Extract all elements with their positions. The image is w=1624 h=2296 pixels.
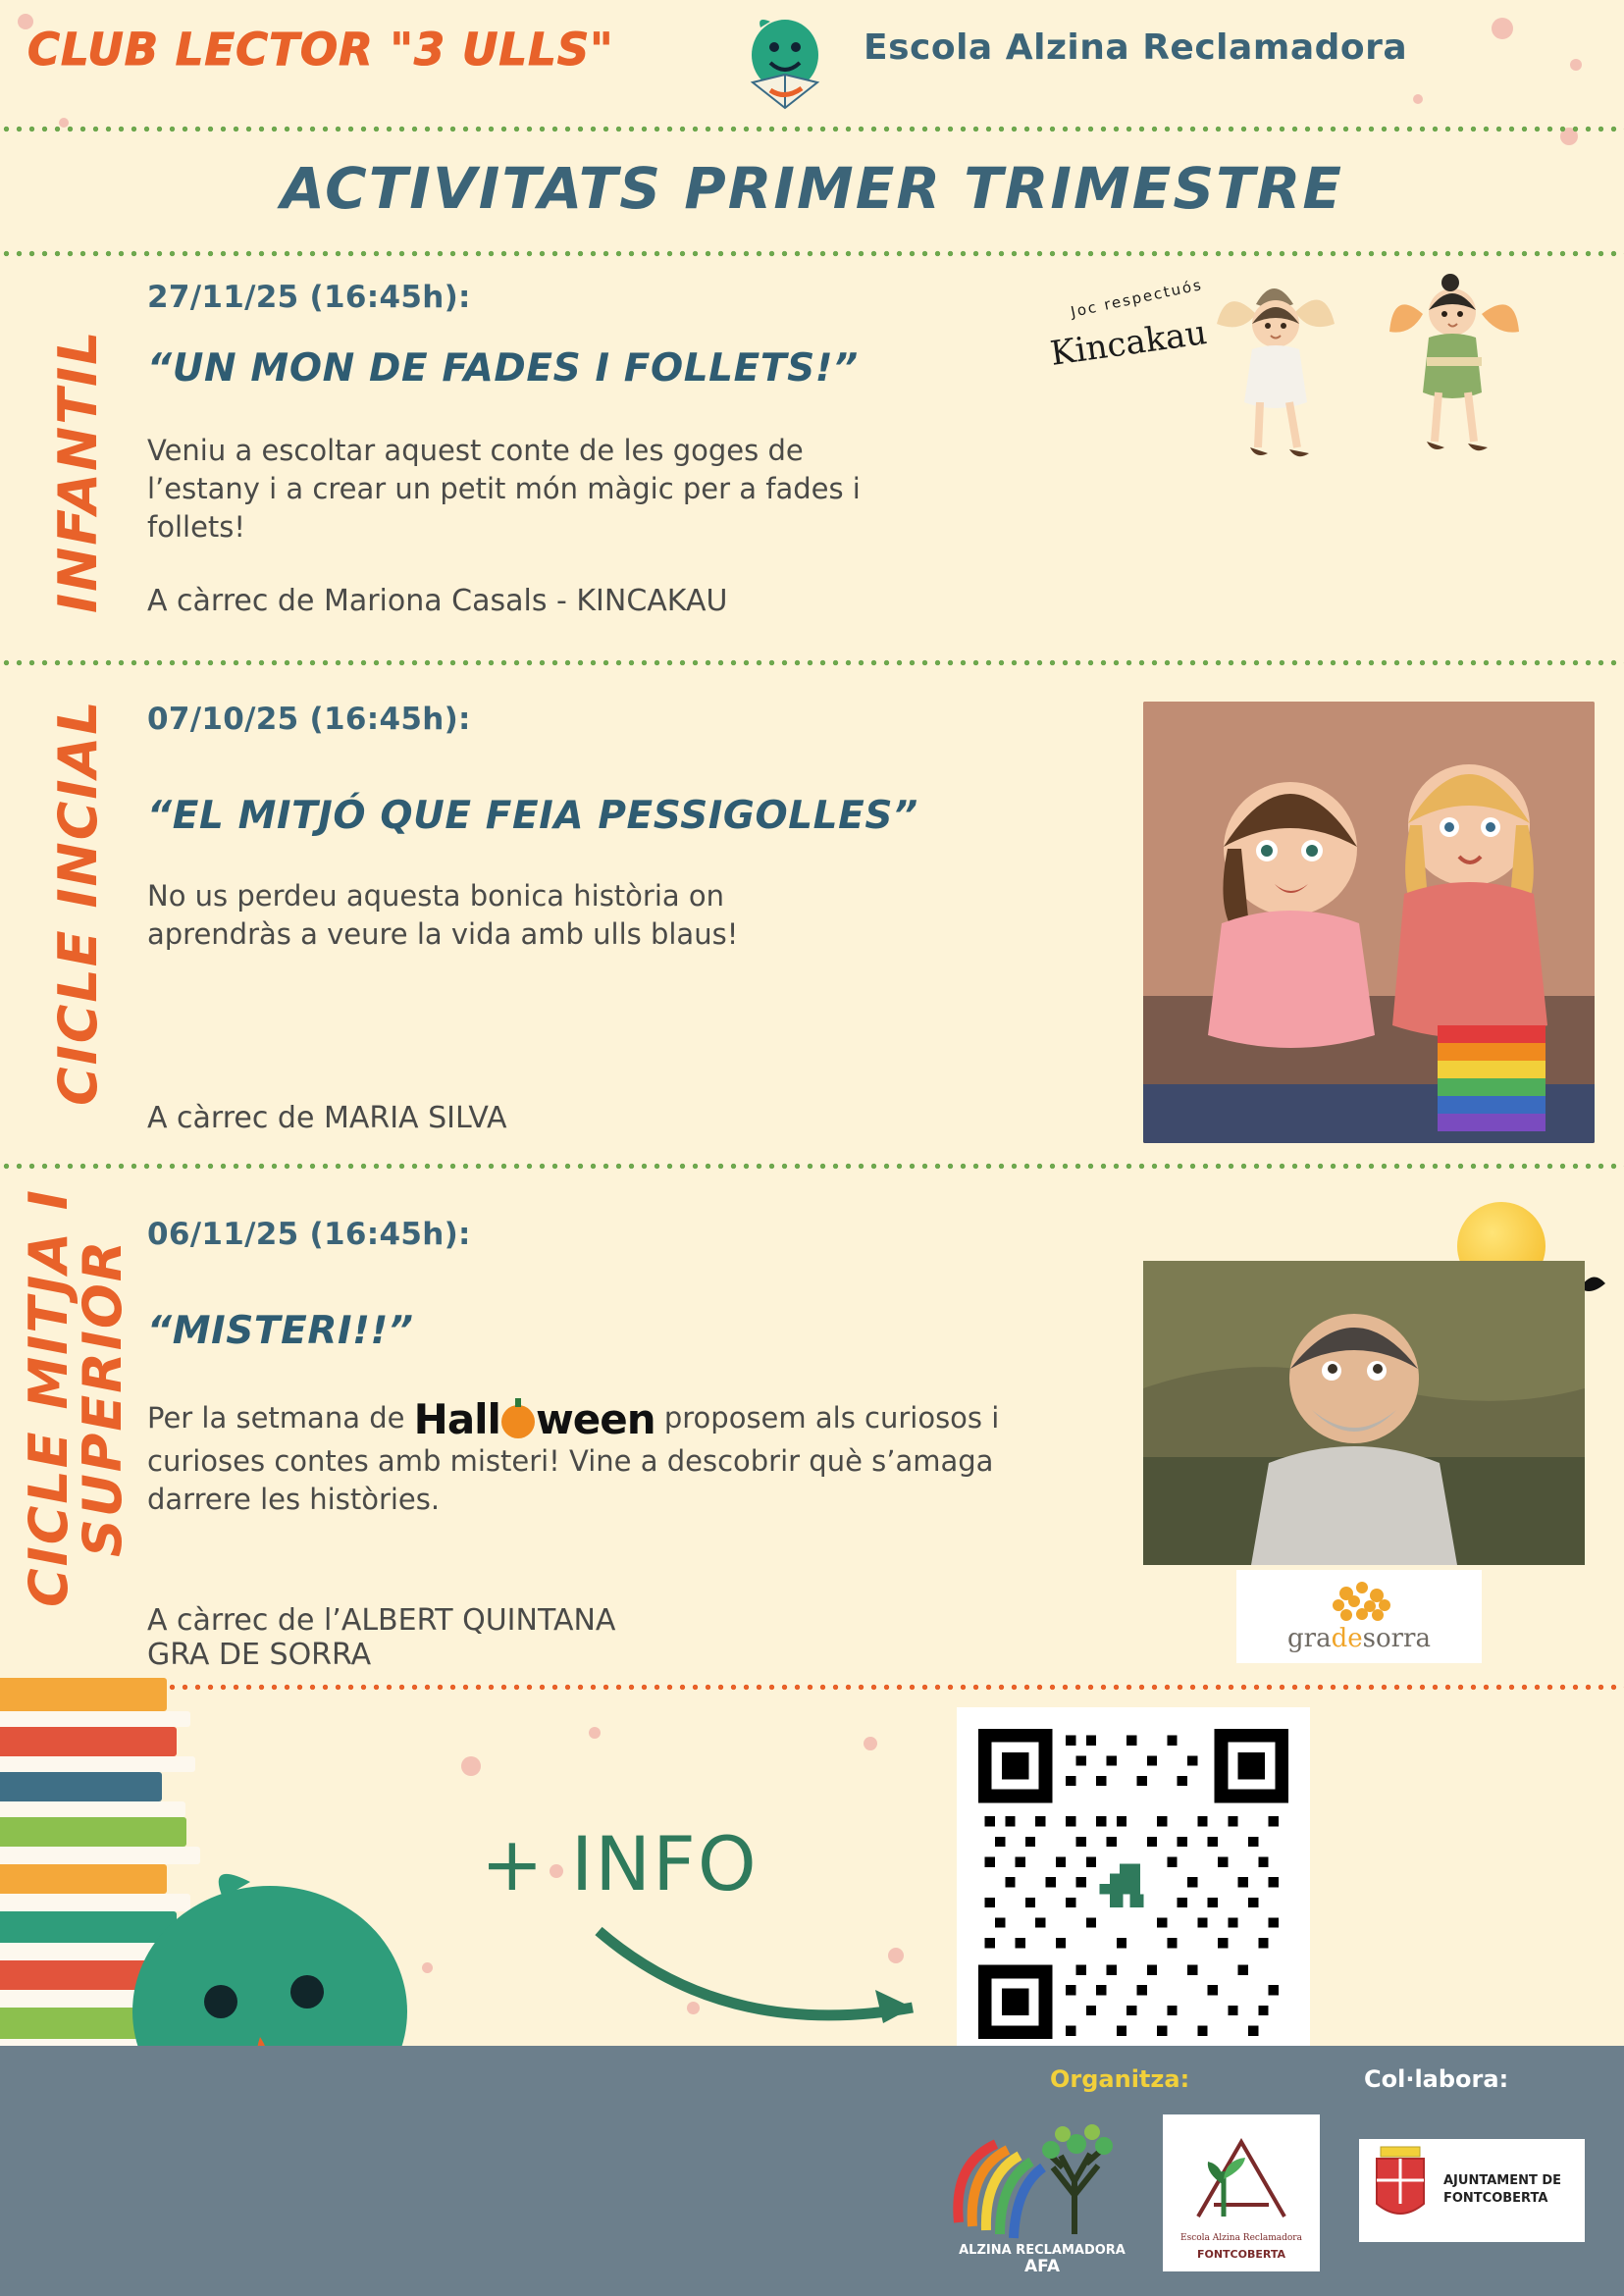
- section-body: No us perdeu aquesta bonica història on aprendràs a veure la vida amb ulls blaus!: [147, 879, 739, 952]
- svg-text:gradesorra: gradesorra: [1287, 1624, 1431, 1653]
- kincakau-badge: Kincakau: [1047, 313, 1210, 374]
- page-title: ACTIVITATS PRIMER TRIMESTRE: [281, 155, 1343, 222]
- halloween-wordmark: Hall ween: [413, 1395, 655, 1443]
- confetti-dot: [864, 1737, 877, 1750]
- confetti-dot: [461, 1756, 481, 1776]
- svg-text:AFA: AFA: [1024, 2257, 1060, 2276]
- section-credit: A càrrec de MARIA SILVA: [147, 1101, 507, 1136]
- collabora-label: Col·labora:: [1364, 2065, 1509, 2093]
- poster-header: [0, 0, 1624, 137]
- book-monster-icon: [731, 14, 839, 122]
- ajuntament-fontcoberta-logo: [1359, 2139, 1585, 2242]
- divider-dots: [0, 126, 1624, 132]
- svg-text:Escola Alzina Reclamadora: Escola Alzina Reclamadora: [1180, 2233, 1302, 2243]
- section-date: 27/11/25 (16:45h):: [147, 280, 471, 315]
- svg-text:FONTCOBERTA: FONTCOBERTA: [1443, 2191, 1548, 2206]
- section-credit-line2: GRA DE SORRA: [147, 1637, 372, 1672]
- section-infantil: [147, 280, 1030, 618]
- storyteller-portrait-photo: [1143, 1261, 1585, 1565]
- gra-de-sorra-logo: [1236, 1570, 1482, 1663]
- svg-text:FONTCOBERTA: FONTCOBERTA: [1196, 2248, 1286, 2261]
- school-name: Escola Alzina Reclamadora: [864, 27, 1408, 68]
- qr-code[interactable]: [957, 1707, 1310, 2061]
- two-girls-with-rainbow-sock-photo: [1143, 702, 1595, 1143]
- section-cicle-inicial: [147, 702, 1030, 1135]
- kincakau-arc-text: Joc respectuós: [1069, 275, 1205, 322]
- section-label-cicle-mitja-superior: CICLE MITJA I SUPERIOR: [18, 1188, 134, 1608]
- svg-text:ALZINA RECLAMADORA: ALZINA RECLAMADORA: [959, 2243, 1126, 2258]
- pumpkin-icon: [501, 1405, 535, 1438]
- curved-arrow-icon: [589, 1913, 962, 2041]
- section-title: “UN MON DE FADES I FOLLETS!”: [147, 346, 859, 391]
- section-label-infantil: INFANTIL: [47, 329, 109, 613]
- section-body: Veniu a escoltar aquest conte de les goges de l’estany i a crear un petit món màgic per a fades i follets!: [147, 434, 861, 545]
- divider-dots: [0, 659, 1624, 666]
- svg-text:AJUNTAMENT DE: AJUNTAMENT DE: [1443, 2173, 1562, 2188]
- section-body-post: proposem als curiosos i curioses contes amb misteri! Vine a descobrir què s’amaga darrere les històries.: [147, 1401, 1000, 1516]
- organitza-label: Organitza:: [1050, 2065, 1190, 2093]
- afa-alzina-reclamadora-logo: [937, 2105, 1148, 2276]
- section-date: 06/11/25 (16:45h):: [147, 1217, 471, 1252]
- section-label-cicle-inicial: CICLE INCIAL: [47, 699, 109, 1107]
- section-title: “MISTERI!!”: [147, 1309, 414, 1353]
- confetti-dot: [589, 1727, 601, 1739]
- section-date: 07/10/25 (16:45h):: [147, 702, 471, 737]
- escola-alzina-reclamadora-logo: [1163, 2114, 1320, 2271]
- fairies-illustration: [1187, 255, 1599, 500]
- divider-dots: [0, 1163, 1624, 1170]
- section-cicle-mitja-superior: [147, 1217, 1030, 1672]
- section-body-pre: Per la setmana de: [147, 1401, 405, 1435]
- section-title: “EL MITJÓ QUE FEIA PESSIGOLLES”: [147, 794, 918, 838]
- section-body: [147, 1386, 1011, 1519]
- plus-info-label: + INFO: [481, 1820, 759, 1907]
- section-credit: A càrrec de Mariona Casals - KINCAKAU: [147, 584, 728, 619]
- section-credit-line1: A càrrec de l’ALBERT QUINTANA: [147, 1602, 616, 1638]
- club-title: CLUB LECTOR "3 ULLS": [27, 24, 614, 76]
